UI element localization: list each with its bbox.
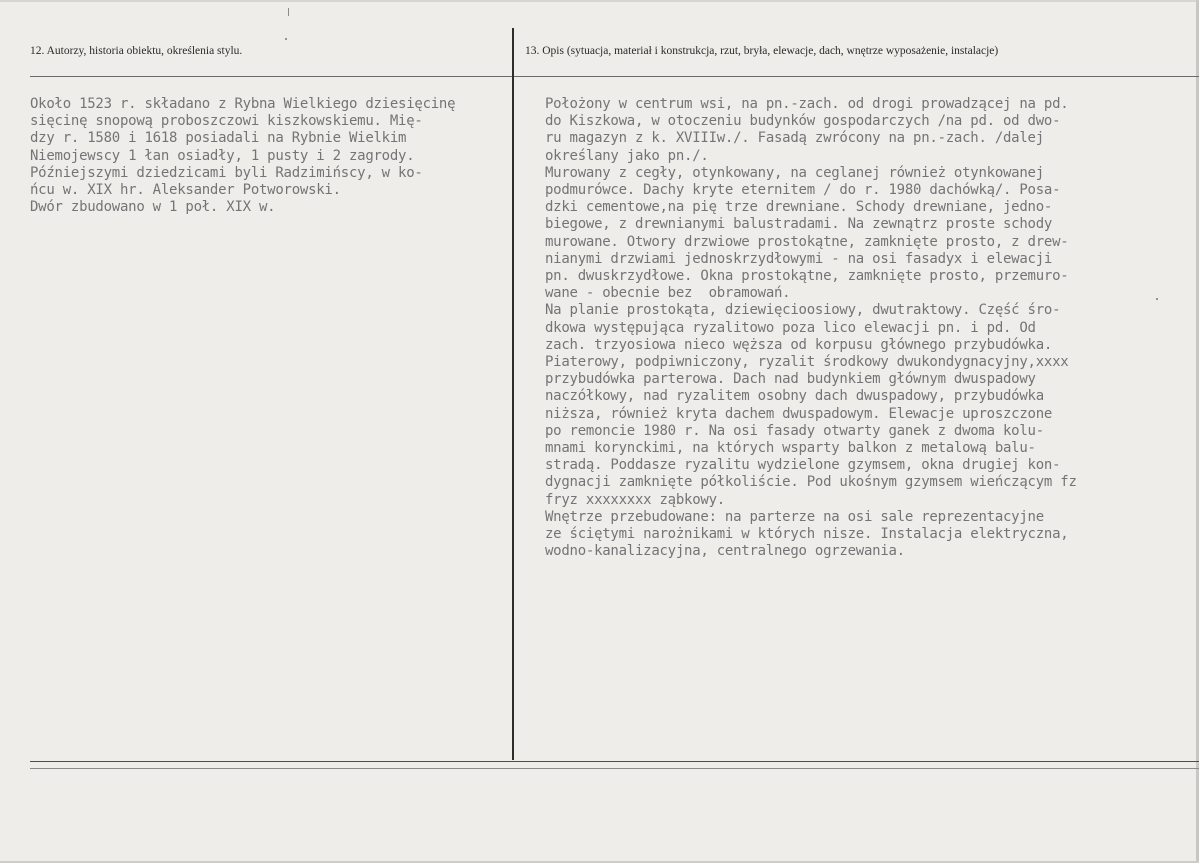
footer-divider-bottom <box>30 768 1199 769</box>
footer-divider-top <box>30 761 1199 762</box>
column-divider <box>512 28 514 760</box>
history-text: Około 1523 r. składano z Rybna Wielkiego dziesięcinę sięcinę snopową proboszczowi kiszkowskiemu. Mię- dzy r. 1580 i 1618 posiadali na Rybnie Wielkim Niemojewscy 1 łan osiadły, 1 pusty i 2 zagrody. Późniejszymi dziedzicami byli Radzimińscy, w ko- ńcu w. XIX hr. Aleksander Potworowski. Dwór zbudowano w 1 poł. XIX w. <box>30 96 456 216</box>
field-12-label: 12. Autorzy, historia obiektu, określenia stylu. <box>30 45 243 57</box>
ink-speck <box>1156 298 1158 300</box>
ink-speck <box>285 38 287 40</box>
header-divider <box>30 76 1199 77</box>
description-text: Położony w centrum wsi, na pn.-zach. od drogi prowadzącej na pd. do Kiszkowa, w otoczeniu budynków gospodarczych /na pd. od dwo- ru magazyn z k. XVIIIw./. Fasadą zwrócony na pn.-zach. /dalej określany jako pn./. Murowany z cegły, otynkowany, na ceglanej również otynkowanej podmurówce. Dachy kryte eternitem / do r. 1980 dachówką/. Posa- dzki cementowe,na pię trze drewniane. Schody drewniane, jedno- biegowe, z drewnianymi balustradami. Na zewnątrz proste schody murowane. Otwory drzwiowe prostokątne, zamknięte prosto, z drew- nianymi drzwiami jednoskrzydłowymi - na osi fasadyx i elewacji pn. dwuskrzydłowe. Okna prostokątne, zamknięte prosto, przemuro- wane - obecnie bez obramowań. Na planie prostokąta, dziewięcioosiowy, dwutraktowy. Część śro- dkowa występująca ryzalitowo poza lico elewacji pn. i pd. Od zach. trzyosiowa nieco węższa od korpusu głównego przybudówka. Piaterowy, podpiwniczony, ryzalit środkowy dwukondygnacyjny,xxxx przybudówka parterowa. Dach nad budynkiem głównym dwuspadowy naczółkowy, nad ryzalitem osobny dach dwuspadowy, przybudówka niższa, również kryta dachem dwuspadowym. Elewacje uproszczone po remoncie 1980 r. Na osi fasady otwarty ganek z dwoma kolu- mnami korynckimi, na których wsparty balkon z metalową balu- stradą. Poddasze ryzalitu wydzielone gzymsem, okna drugiej kon- dygnacji zamknięte półkoliście. Pod ukośnym gzymsem wieńczącym fz fryz xxxxxxxx ząbkowy. Wnętrze przebudowane: na parterze na osi sale reprezentacyjne ze ściętymi narożnikami w których nisze. Instalacja elektryczna, wodno-kanalizacyjna, centralnego ogrzewania. <box>545 96 1077 560</box>
fold-mark <box>288 8 289 16</box>
field-13-label: 13. Opis (sytuacja, materiał i konstrukcja, rzut, bryła, elewacje, dach, wnętrze wyposażenie, instalacje) <box>525 45 999 57</box>
top-edge <box>0 0 1199 2</box>
